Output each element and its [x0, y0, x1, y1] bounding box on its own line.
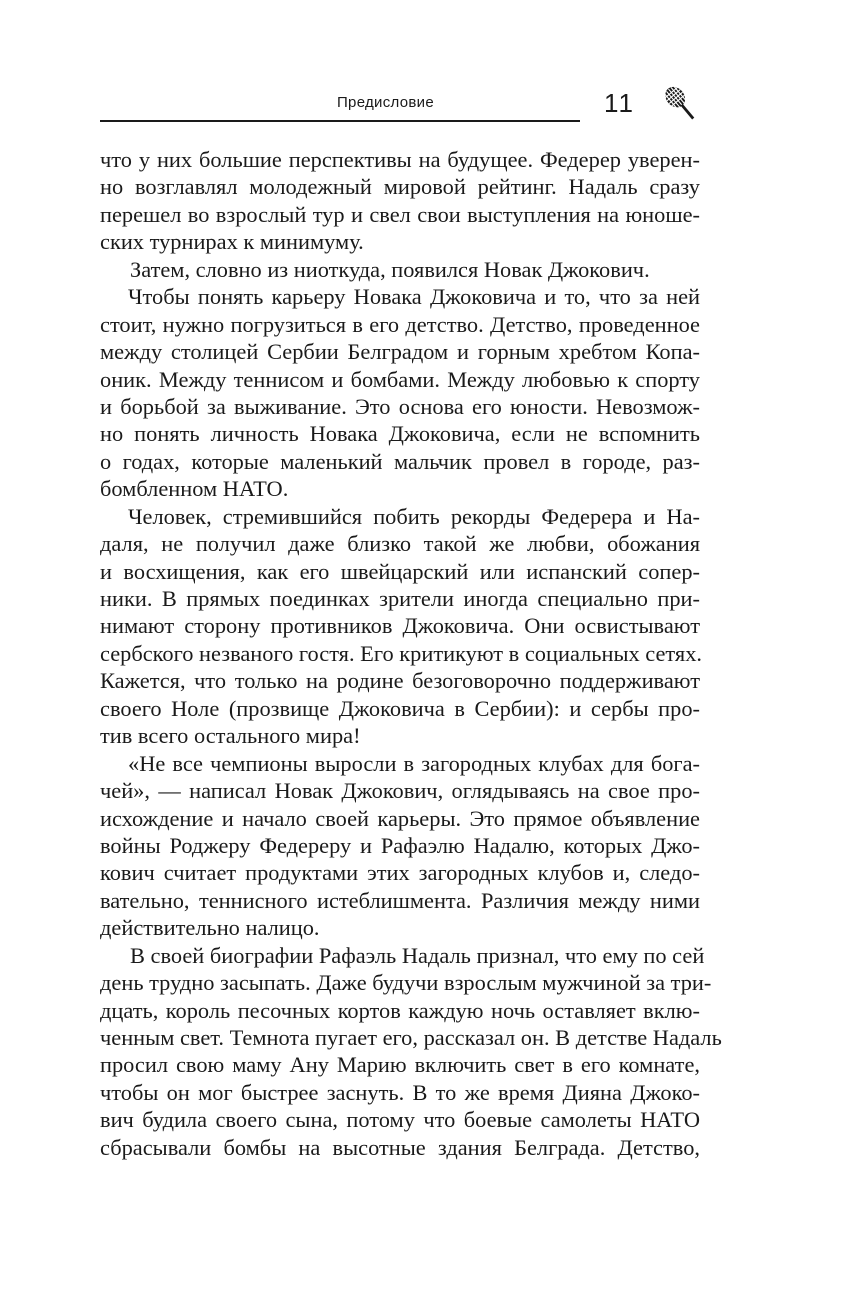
text-line: между столицей Сербии Белградом и горным хребтом Копа-: [100, 339, 700, 365]
text-line: своего Ноле (прозвище Джоковича в Сербии): и сербы про-: [100, 695, 700, 721]
text-line: нимают сторону противников Джоковича. Они освистывают: [100, 613, 700, 639]
text-line: но понять личность Новака Джоковича, если не вспомнить: [100, 421, 700, 447]
page-number: 11: [604, 88, 635, 118]
text-line: Чтобы понять карьеру Новака Джоковича и то, что за ней: [128, 284, 700, 310]
text-line: вательно, теннисного истеблишмента. Различия между ними: [100, 887, 700, 913]
text-line: просил свою маму Ану Марию включить свет в его комнате,: [100, 1052, 700, 1078]
text-line: и борьбой за выживание. Это основа его юности. Невозмож-: [100, 393, 700, 419]
text-line: сербского незваного гостя. Его критикуют в социальных сетях.: [100, 640, 703, 666]
text-line: ских турнирах к минимуму.: [100, 229, 364, 255]
text-line: о годах, которые маленький мальчик провел в городе, раз-: [100, 448, 700, 474]
header-rule: [100, 120, 580, 122]
section-title: Предисловие: [336, 94, 434, 111]
text-line: Затем, словно из ниоткуда, появился Новак Джокович.: [130, 256, 650, 282]
running-header: [100, 84, 700, 128]
text-line: день трудно засыпать. Даже будучи взрослым мужчиной за три-: [100, 970, 712, 996]
text-line: войны Роджеру Федереру и Рафаэлю Надалю, которых Джо-: [100, 832, 700, 858]
text-line: вич будила своего сына, потому что боевые самолеты НАТО: [100, 1107, 700, 1133]
text-line: но возглавлял молодежный мировой рейтинг. Надаль сразу: [100, 174, 700, 200]
text-line: стоит, нужно погрузиться в его детство. Детство, проведенное: [100, 311, 700, 337]
text-line: оник. Между теннисом и бомбами. Между любовью к спорту: [100, 366, 700, 392]
text-line: Человек, стремившийся побить рекорды Федерера и На-: [128, 503, 700, 529]
text-line: действительно налицо.: [100, 915, 320, 941]
text-line: исхождение и начало своей карьеры. Это прямое объявление: [100, 805, 700, 831]
text-line: бомбленном НАТО.: [100, 476, 289, 502]
text-line: дцать, король песочных кортов каждую ночь оставляет вклю-: [100, 997, 700, 1023]
text-line: «Не все чемпионы выросли в загородных клубах для бога-: [128, 750, 700, 776]
text-line: перешел во взрослый тур и свел свои выступления на юноше-: [100, 201, 700, 227]
text-line: даля, не получил даже близко такой же любви, обожания: [100, 531, 700, 557]
body-text: [100, 146, 722, 1161]
text-line: чей», — написал Новак Джокович, оглядываясь на свое про-: [100, 778, 700, 804]
text-line: и восхищения, как его швейцарский или испанский сопер-: [100, 558, 700, 584]
text-line: тив всего остального мира!: [100, 723, 361, 749]
text-line: чтобы он мог быстрее заснуть. В то же время Дияна Джоко-: [100, 1079, 700, 1105]
text-line: В своей биографии Рафаэль Надаль признал, что ему по сей: [130, 942, 705, 968]
tennis-racket-icon: [660, 84, 702, 124]
text-line: Кажется, что только на родине безоговорочно поддерживают: [100, 668, 700, 694]
text-line: сбрасывали бомбы на высотные здания Белграда. Детство,: [100, 1134, 700, 1160]
text-line: ченным свет. Темнота пугает его, рассказал он. В детстве Надаль: [100, 1025, 722, 1050]
text-line: ники. В прямых поединках зрители иногда специально при-: [100, 586, 700, 611]
text-line: что у них большие перспективы на будущее. Федерер уверен-: [100, 147, 700, 172]
text-line: кович считает продуктами этих загородных клубов и, следо-: [100, 860, 700, 886]
